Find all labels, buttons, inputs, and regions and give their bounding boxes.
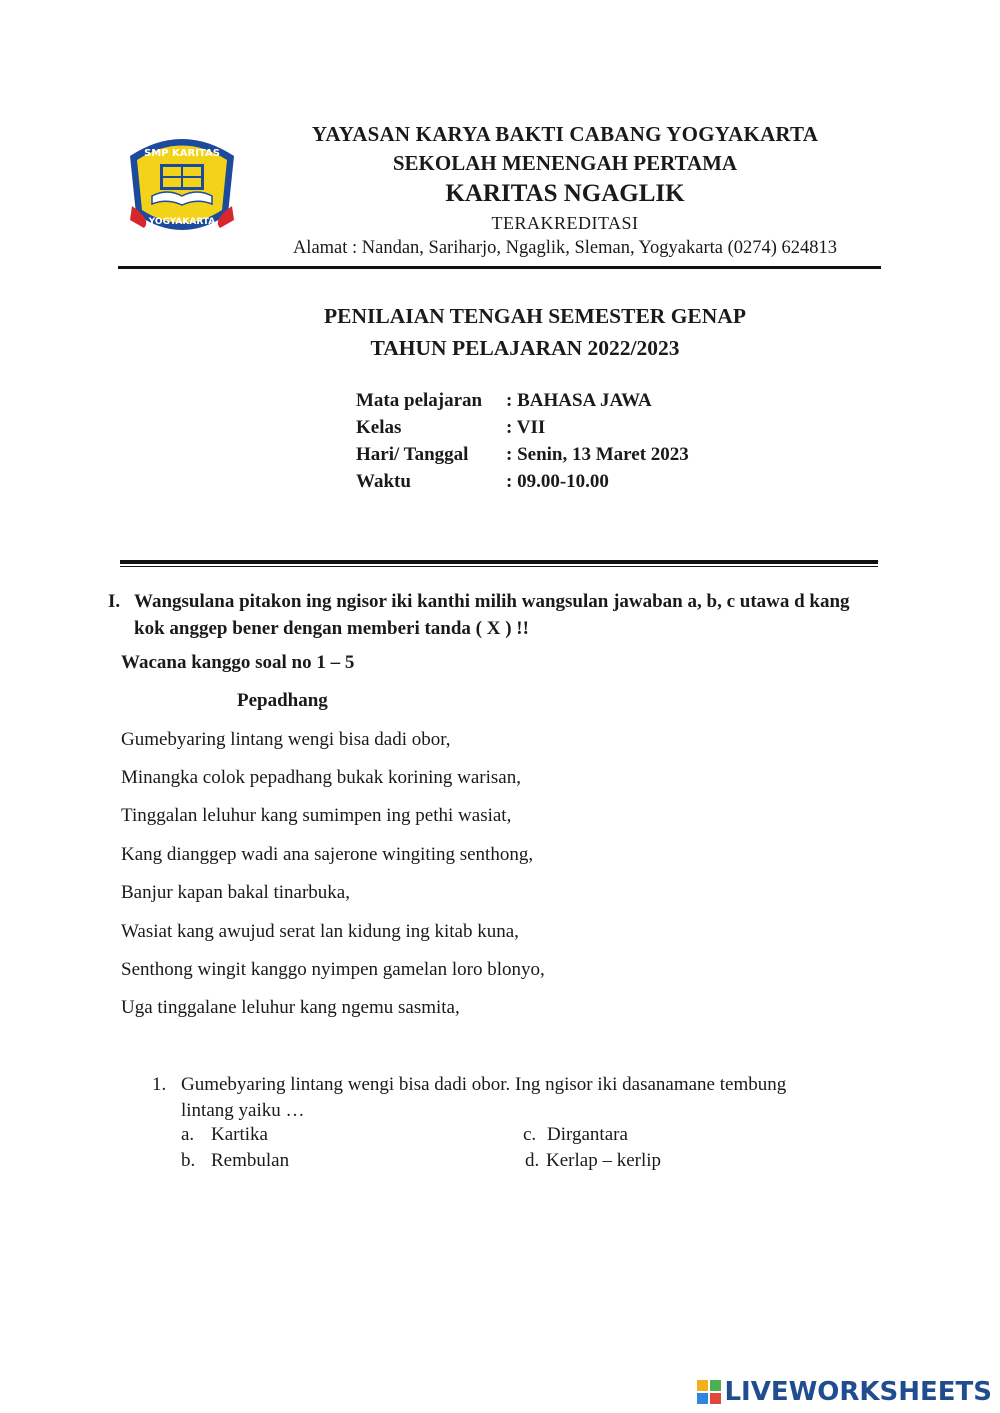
info-value: : BAHASA JAWA [506,390,652,411]
info-row-subject [356,390,652,412]
watermark-brand: LIVEWORKSHEETS [724,1377,992,1407]
question-text: Gumebyaring lintang wengi bisa dadi obor. Ing ngisor iki dasanamane tembung lintang yaiku … [181,1074,787,1121]
info-row-date [356,444,689,466]
poem-line: Wasiat kang awujud serat lan kidung ing kitab kuna, [121,921,519,942]
logo-bottom-text: YOGYAKARTA [148,217,216,227]
info-label: Kelas [356,417,402,438]
instruction-text: Wangsulana pitakon ing ngisor iki kanthi milih wangsulan jawaban a, b, c utawa d kang kok anggep bener dengan memberi tanda ( X ) !! [134,591,850,639]
liveworksheets-watermark [697,1376,992,1408]
info-label: Mata pelajaran [356,390,483,411]
exam-title: PENILAIAN TENGAH SEMESTER GENAP [324,304,746,328]
foundation-name: YAYASAN KARYA BAKTI CABANG YOGYAKARTA [311,122,819,146]
section-instruction [108,588,868,642]
option-letter: c. [523,1124,537,1145]
info-label: Hari/ Tanggal [356,444,469,465]
option-letter: a. [181,1124,195,1145]
passage-label: Wacana kanggo soal no 1 – 5 [121,652,355,673]
option-text: Kartika [211,1124,268,1145]
poem-title: Pepadhang [237,690,328,711]
poem-line: Minangka colok pepadhang bukak korining warisan, [121,767,521,788]
school-logo [122,128,242,240]
info-row-class [356,417,545,439]
info-label: Waktu [356,471,411,492]
accreditation: TERAKREDITASI [491,213,639,233]
question-1 [152,1072,842,1124]
option-d[interactable] [525,1150,661,1172]
school-level: SEKOLAH MENENGAH PERTAMA [392,151,738,175]
exam-year: TAHUN PELAJARAN 2022/2023 [370,336,680,360]
option-text: Kerlap – kerlip [546,1150,662,1171]
option-a[interactable] [181,1124,268,1146]
poem-line: Tinggalan leluhur kang sumimpen ing pethi wasiat, [121,805,512,826]
option-c[interactable] [523,1124,628,1146]
option-text: Dirgantara [547,1124,628,1145]
info-row-time [356,471,609,493]
option-letter: b. [181,1150,196,1171]
option-text: Rembulan [211,1150,290,1171]
section-divider-thin [120,566,878,567]
poem-line: Senthong wingit kanggo nyimpen gamelan loro blonyo, [121,959,545,980]
info-value: : Senin, 13 Maret 2023 [506,444,689,465]
option-b[interactable] [181,1150,289,1172]
poem-line: Banjur kapan bakal tinarbuka, [121,882,350,903]
school-address: Alamat : Nandan, Sariharjo, Ngaglik, Sleman, Yogyakarta (0274) 624813 [292,238,838,258]
poem-line: Kang dianggep wadi ana sajerone wingiting senthong, [121,844,534,865]
info-value: : VII [506,417,546,438]
liveworksheets-logo-icon [697,1380,721,1404]
section-divider-thick [120,560,878,564]
question-number: 1. [152,1074,167,1095]
option-letter: d. [525,1150,540,1171]
info-value: : 09.00-10.00 [506,471,609,492]
header-divider [118,266,881,269]
logo-top-text: SMP KARITAS [144,148,220,159]
poem-line: Gumebyaring lintang wengi bisa dadi obor, [121,729,451,750]
section-number: I. [108,591,121,612]
school-name: KARITAS NGAGLIK [445,180,685,207]
poem-line: Uga tinggalane leluhur kang ngemu sasmita, [121,997,460,1018]
